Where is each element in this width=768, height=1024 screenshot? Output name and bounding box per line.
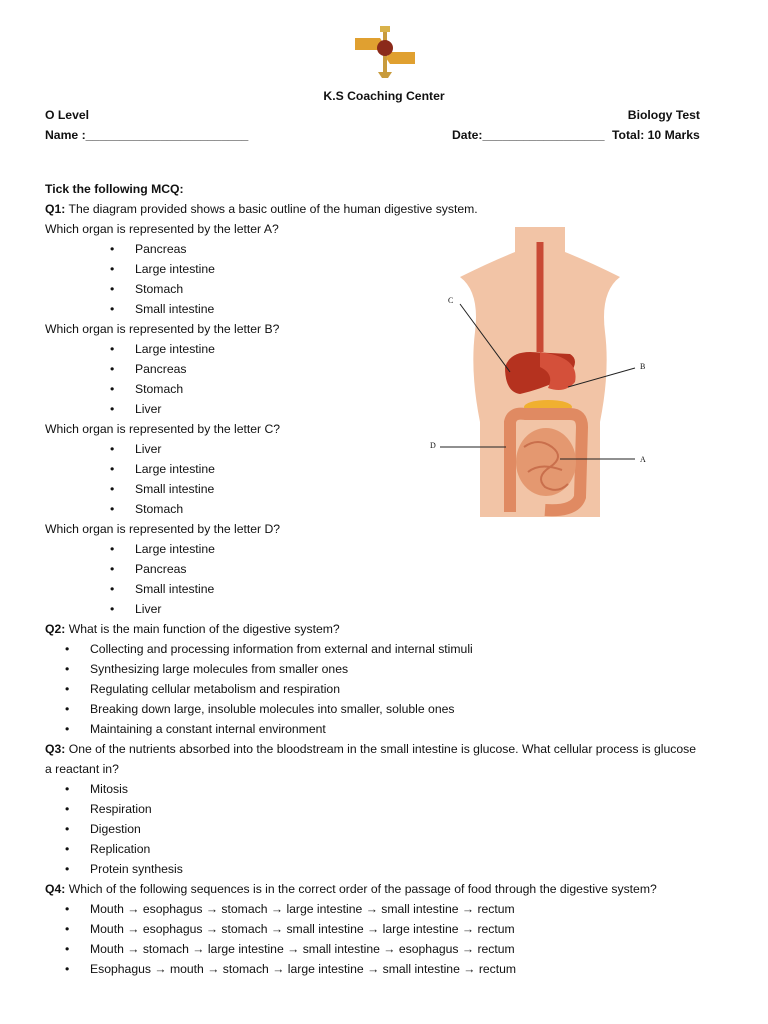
q2-option[interactable]: • Synthesizing large molecules from smaller ones [90, 662, 348, 676]
date-blank: __________________ [482, 128, 605, 142]
label-c: C [448, 296, 454, 305]
q1-part-c-question: Which organ is represented by the letter C? [45, 422, 281, 436]
subject-label: Biology Test [627, 108, 700, 122]
q1b-option[interactable]: • Pancreas [135, 362, 187, 376]
q1b-option[interactable]: • Large intestine [135, 342, 215, 356]
q1-part-b-question: Which organ is represented by the letter B? [45, 322, 280, 336]
q1-text: The diagram provided shows a basic outline of the human digestive system. [68, 202, 478, 216]
q2-option[interactable]: • Breaking down large, insoluble molecules into smaller, soluble ones [90, 702, 454, 716]
q1a-option[interactable]: • Large intestine [135, 262, 215, 276]
q3-heading [45, 742, 696, 756]
q1d-option[interactable]: • Liver [135, 602, 161, 616]
q1-part-d-question: Which organ is represented by the letter D? [45, 522, 281, 536]
q2-heading [45, 622, 340, 636]
q1c-option[interactable]: • Liver [135, 442, 161, 456]
q2-number: Q2: [45, 622, 66, 636]
total-marks: Total: 10 Marks [612, 128, 700, 142]
q1c-option[interactable]: • Small intestine [135, 482, 214, 496]
q3-option[interactable]: • Mitosis [90, 782, 128, 796]
q2-option[interactable]: • Maintaining a constant internal environment [90, 722, 326, 736]
q4-option[interactable]: • Esophagus → mouth → stomach → large intestine → small intestine → rectum [90, 962, 516, 976]
q1a-option[interactable]: • Pancreas [135, 242, 187, 256]
q1d-option[interactable]: • Small intestine [135, 582, 214, 596]
label-b: B [640, 362, 646, 371]
q3-option[interactable]: • Protein synthesis [90, 862, 183, 876]
school-logo [350, 24, 420, 80]
name-field [45, 128, 248, 142]
q1-number: Q1: [45, 202, 66, 216]
name-label: Name : [45, 128, 86, 142]
q4-option[interactable]: • Mouth → esophagus → stomach → small intestine → large intestine → rectum [90, 922, 515, 936]
q2-text: What is the main function of the digestive system? [68, 622, 340, 636]
digestive-system-diagram [420, 222, 660, 522]
q1d-option[interactable]: • Pancreas [135, 562, 187, 576]
q4-heading [45, 882, 657, 896]
q1c-option[interactable]: • Large intestine [135, 462, 215, 476]
q3-option[interactable]: • Digestion [90, 822, 141, 836]
q1-part-a-question: Which organ is represented by the letter A? [45, 222, 279, 236]
q3-text-cont: a reactant in? [45, 762, 119, 776]
q1a-option[interactable]: • Small intestine [135, 302, 214, 316]
q1c-option[interactable]: • Stomach [135, 502, 183, 516]
center-name: K.S Coaching Center [323, 89, 445, 103]
name-blank: ________________________ [85, 128, 249, 142]
q1d-option[interactable]: • Large intestine [135, 542, 215, 556]
q4-number: Q4: [45, 882, 66, 896]
q1b-option[interactable]: • Stomach [135, 382, 183, 396]
instruction: Tick the following MCQ: [45, 182, 184, 196]
q1b-option[interactable]: • Liver [135, 402, 161, 416]
level-label: O Level [45, 108, 90, 122]
q3-text: One of the nutrients absorbed into the bloodstream in the small intestine is glucose. What cellular process is glucose [68, 742, 697, 756]
q1-heading [45, 202, 478, 216]
date-field [452, 128, 605, 142]
q3-option[interactable]: • Replication [90, 842, 150, 856]
label-d: D [430, 441, 436, 450]
q2-option[interactable]: • Collecting and processing information from external and internal stimuli [90, 642, 473, 656]
label-a: A [640, 455, 646, 464]
q3-number: Q3: [45, 742, 66, 756]
q1a-option[interactable]: • Stomach [135, 282, 183, 296]
q3-option[interactable]: • Respiration [90, 802, 152, 816]
q4-text: Which of the following sequences is in the correct order of the passage of food through the digestive system? [68, 882, 657, 896]
q4-option[interactable]: • Mouth → stomach → large intestine → small intestine → esophagus → rectum [90, 942, 515, 956]
q4-option[interactable]: • Mouth → esophagus → stomach → large intestine → small intestine → rectum [90, 902, 515, 916]
q2-option[interactable]: • Regulating cellular metabolism and respiration [90, 682, 340, 696]
date-label: Date: [452, 128, 483, 142]
